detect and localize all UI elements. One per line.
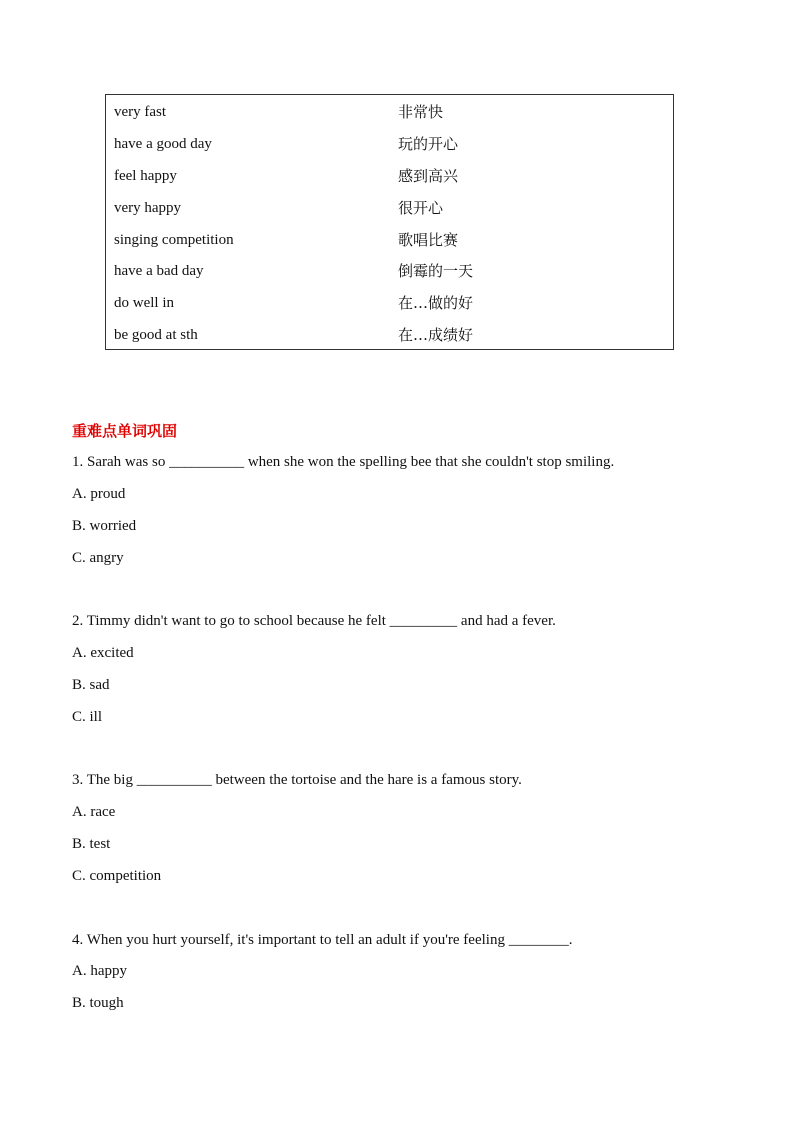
- vocab-chinese: 在…成绩好: [398, 326, 474, 344]
- vocab-chinese: 在…做的好: [398, 294, 474, 312]
- answer-option: B. test: [72, 836, 111, 852]
- question-stem: 3. The big __________ between the tortoise and the hare is a famous story.: [72, 772, 522, 788]
- vocab-english: have a bad day: [114, 263, 204, 279]
- vocab-chinese: 倒霉的一天: [398, 262, 474, 280]
- answer-option: B. tough: [72, 995, 124, 1011]
- vocab-row: [106, 160, 673, 192]
- vocab-english: do well in: [114, 295, 174, 311]
- vocab-chinese: 歌唱比赛: [398, 231, 459, 249]
- answer-option: A. race: [72, 804, 116, 820]
- vocab-row: [106, 128, 673, 160]
- answer-option: A. happy: [72, 963, 127, 979]
- vocab-row: [106, 287, 673, 319]
- section-title: 重难点单词巩固: [72, 422, 178, 440]
- answer-option: A. excited: [72, 645, 134, 661]
- vocab-english: very happy: [114, 200, 182, 216]
- vocab-row: [106, 319, 673, 351]
- vocab-table: [105, 94, 674, 350]
- question-stem: 2. Timmy didn't want to go to school because he felt _________ and had a fever.: [72, 613, 556, 629]
- vocab-row: [106, 224, 673, 256]
- vocab-chinese: 很开心: [398, 199, 444, 217]
- answer-option: C. competition: [72, 868, 162, 884]
- answer-option: C. angry: [72, 550, 124, 566]
- vocab-chinese: 玩的开心: [398, 135, 459, 153]
- vocab-english: very fast: [114, 104, 167, 120]
- vocab-english: feel happy: [114, 168, 177, 184]
- answer-option: A. proud: [72, 486, 126, 502]
- vocab-chinese: 非常快: [398, 103, 444, 121]
- answer-option: B. worried: [72, 518, 137, 534]
- question-stem: 4. When you hurt yourself, it's important to tell an adult if you're feeling ________.: [72, 932, 573, 948]
- answer-option: C. ill: [72, 709, 103, 725]
- question-stem: 1. Sarah was so __________ when she won the spelling bee that she couldn't stop smiling.: [72, 454, 615, 470]
- vocab-row: [106, 192, 673, 224]
- vocab-english: singing competition: [114, 232, 234, 248]
- vocab-row: [106, 96, 673, 128]
- vocab-chinese: 感到高兴: [398, 167, 459, 185]
- vocab-english: have a good day: [114, 136, 212, 152]
- vocab-row: [106, 255, 673, 287]
- vocab-english: be good at sth: [114, 327, 198, 343]
- answer-option: B. sad: [72, 677, 110, 693]
